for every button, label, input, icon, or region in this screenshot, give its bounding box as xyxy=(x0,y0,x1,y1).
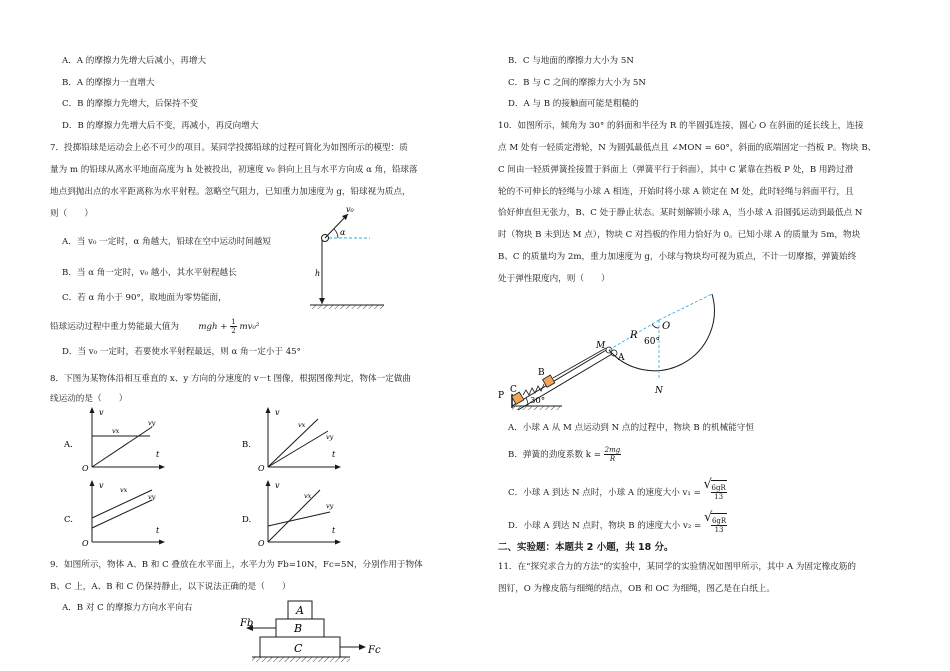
q8-stem-line-2: 线运动的是（ ） xyxy=(50,394,128,404)
q10-option-c-sqrt xyxy=(703,477,727,505)
q10-option-d-num: 6gR xyxy=(711,517,727,525)
q10-option-b-num: 2mg xyxy=(604,446,621,454)
q10-option-d-den: 13 xyxy=(714,526,724,534)
q6-option-c: C．B 的摩擦力先增大，后保持不变 xyxy=(62,99,198,109)
q8-graph-a xyxy=(62,405,172,473)
q8-d-axis-v: v xyxy=(275,481,280,490)
q7-height-arrow xyxy=(319,298,325,304)
q8-c-axis-v: v xyxy=(99,481,104,490)
q8-graph-a-label: A. xyxy=(64,440,73,450)
q6-option-b: B．A 的摩擦力一直增大 xyxy=(62,78,155,88)
q8-graph-d-label: D. xyxy=(242,515,252,525)
q11-line-2: 图钉，O 为橡皮筋与细绳的结点，OB 和 OC 为细绳，图乙是在白纸上。 xyxy=(498,584,775,594)
q7-option-c-frac-num: 1 xyxy=(231,318,236,326)
q8-a-vx-label: vx xyxy=(112,427,120,435)
sqrt-icon: √ xyxy=(703,510,713,525)
q9-stem-line-1: 9．如图所示，物体 A、B 和 C 叠放在水平面上，水平力为 Fb=10N，Fc=5N，分别作用于物体 xyxy=(50,560,423,570)
q10-option-d-sqrt xyxy=(703,510,727,538)
q8-b-vy-label: vy xyxy=(326,433,334,441)
q10-option-d xyxy=(508,510,727,537)
q8-d-vy-label: vy xyxy=(326,502,334,510)
q8-a-origin: O xyxy=(82,464,89,473)
q10-stem-line-7: B、C 的质量均为 2m，重力加速度为 g，小球与物块均可视为质点，不计一切摩擦，弹簧始终 xyxy=(498,252,857,262)
q9-label-a: A xyxy=(296,604,304,617)
q8-d-axis-t: t xyxy=(332,526,336,535)
q10-stem-line-5: 恰好伸直但无张力，B、C 处于静止状态。某时刻解锁小球 A，当小球 A 沿圆弧运动到最低点 N xyxy=(498,208,863,218)
q6-option-a: A．A 的摩擦力先增大后减小，再增大 xyxy=(62,56,207,66)
q8-graph-d xyxy=(240,478,350,548)
q8-c-vy-label: vy xyxy=(148,493,156,501)
q10-option-c-fraction xyxy=(711,484,727,501)
q10-option-c-text: C．小球 A 到达 N 点时，小球 A 的速度大小 v₁ = xyxy=(508,488,701,498)
q8-d-vx-label: vx xyxy=(304,492,312,500)
q10-option-c-den: 13 xyxy=(714,493,724,501)
q9-figure xyxy=(236,597,396,669)
q10-label-o: O xyxy=(662,321,671,332)
q9-label-b: B xyxy=(294,622,303,635)
q8-graph-b xyxy=(240,405,350,473)
q10-semicircle xyxy=(609,294,714,371)
q8-d-vy-line xyxy=(268,512,330,526)
q10-label-b: B xyxy=(538,368,545,378)
section-2-heading: 二、实验题：本题共 2 小题，共 18 分。 xyxy=(498,542,674,553)
q8-b-vy-line xyxy=(268,431,328,467)
q7-option-a: A．当 v₀ 一定时，α 角越大，铅球在空中运动时间越短 xyxy=(62,237,271,247)
q7-stem-line-4: 则（ ） xyxy=(50,209,93,219)
q8-b-axis-v: v xyxy=(275,408,280,417)
q9-label-fc: Fc xyxy=(368,645,381,656)
q10-stem-line-1: 10．如图所示，倾角为 30° 的斜面和半径为 R 的半圆弧连接，圆心 O 在斜面的延长线上，连接 xyxy=(498,121,864,131)
q8-graph-c-label: C. xyxy=(64,515,73,525)
q9-option-b: B．C 与地面的摩擦力大小为 5N xyxy=(508,56,634,66)
q7-angle-arc xyxy=(334,229,338,238)
q10-option-a: A．小球 A 从 M 点运动到 N 点的过程中，物块 B 的机械能守恒 xyxy=(508,423,754,433)
q7-label-v0: v₀ xyxy=(346,205,354,214)
q8-graph-b-label: B. xyxy=(242,440,251,450)
q8-c-axis-t: t xyxy=(156,526,160,535)
q9-stem-line-2: B、C 上，A、B 和 C 仍保持静止，以下说法正确的是（ ） xyxy=(50,582,291,592)
q11-line-1: 11．在“探究求合力的方法”的实验中，某同学的实验情况如图甲所示，其中 A 为固定橡皮筋的 xyxy=(498,562,856,572)
q8-b-axis-t: t xyxy=(332,450,336,459)
q9-option-d: D．A 与 B 的接触面可能是粗糙的 xyxy=(508,99,639,109)
q10-stem-line-3: C 间由一轻质弹簧拴接置于斜面上（弹簧平行于斜面），其中 C 紧靠在挡板 P 处，B 用跨过滑 xyxy=(498,165,854,175)
q7-label-h: h xyxy=(315,269,321,278)
q8-c-vx-label: vx xyxy=(120,486,128,494)
q7-option-d: D．当 v₀ 一定时，若要使水平射程最远，则 α 角一定小于 45° xyxy=(62,347,301,357)
q9-label-c: C xyxy=(294,642,303,655)
q10-label-p: P xyxy=(498,391,505,401)
q10-stem-line-2: 点 M 处有一轻质定滑轮，N 为圆弧最低点且 ∠MON = 60°，斜面的底端固定一挡板 P。物块 B、 xyxy=(498,143,877,153)
q7-option-c-expr-right: mv₀² xyxy=(239,322,260,332)
q10-label-m: M xyxy=(596,341,606,351)
q8-a-axis-v: v xyxy=(99,408,104,417)
q10-label-n: N xyxy=(655,386,663,396)
q10-option-b xyxy=(508,443,621,467)
q8-stem-line-1: 8．下图为某物体沿相互垂直的 x、y 方向的分速度的 v－t 图像，根据图像判定，物体一定做曲 xyxy=(50,374,411,384)
q8-a-vy-line xyxy=(92,427,152,467)
q8-b-origin: O xyxy=(258,464,265,473)
q10-label-angle: 60° xyxy=(644,337,660,347)
q7-option-c-line-2 xyxy=(50,318,259,335)
q10-incline-top xyxy=(512,349,608,406)
q7-stem-line-1: 7．投掷铅球是运动会上必不可少的项目。某同学投掷铅球的过程可简化为如图所示的模型：质 xyxy=(50,143,408,153)
q7-option-c-line-1: C．若 α 角小于 90°，取地面为零势能面， xyxy=(62,293,227,303)
q10-label-a: A xyxy=(618,353,625,363)
sqrt-icon: √ xyxy=(703,477,712,492)
q8-b-vx-label: vx xyxy=(298,421,306,429)
q6-option-d: D．B 的摩擦力先增大后不变，再减小，再反向增大 xyxy=(62,121,259,131)
q7-option-c-frac-den: 2 xyxy=(231,327,236,335)
q10-stem-line-8: 处于弹性限度内，则（ ） xyxy=(498,274,610,284)
q8-c-origin: O xyxy=(82,539,89,548)
q7-label-alpha: α xyxy=(340,228,346,237)
q9-label-fb: Fb xyxy=(240,618,254,629)
q10-label-c: C xyxy=(510,385,517,395)
q7-option-c-text: 铅球运动过程中重力势能最大值为 xyxy=(50,322,179,332)
q9-option-a: A．B 对 C 的摩擦力方向水平向右 xyxy=(62,603,193,613)
q8-b-vx-line xyxy=(268,419,318,467)
q10-option-b-text: B．弹簧的劲度系数 k = xyxy=(508,450,601,460)
q10-option-d-fraction xyxy=(711,517,727,534)
q7-figure xyxy=(300,202,390,314)
q10-stem-line-4: 轮的不可伸长的轻绳与小球 A 相连，开始时将小球 A 锁定在 M 处，此时轻绳与斜面平行，且 xyxy=(498,187,854,197)
q8-d-origin: O xyxy=(258,539,265,548)
q7-stem-line-2: 量为 m 的铅球从离水平地面高度为 h 处被投出，初速度 v₀ 斜向上且与水平方向成 α 角，铅球落 xyxy=(50,165,418,175)
q7-option-c-expr-left: mgh + xyxy=(198,322,228,332)
q8-a-axis-t: t xyxy=(156,450,160,459)
q10-option-b-fraction xyxy=(604,446,622,463)
q7-stem-line-3: 地点到抛出点的水平距离称为水平射程。忽略空气阻力，已知重力加速度为 g，铅球视为质点， xyxy=(50,187,411,197)
q10-option-d-text: D．小球 A 到达 N 点时，物块 B 的速度大小 v₂ = xyxy=(508,521,702,531)
q10-option-c-num: 6gR xyxy=(711,484,726,492)
q8-a-vy-label: vy xyxy=(148,419,156,427)
q9-option-c: C．B 与 C 之间的摩擦力大小为 5N xyxy=(508,78,646,88)
q8-graph-c xyxy=(62,478,172,548)
q10-extension-line xyxy=(659,294,712,320)
q10-option-c xyxy=(508,477,727,504)
q10-label-r: R xyxy=(630,330,638,341)
q10-figure xyxy=(492,282,732,412)
q7-option-c-fraction xyxy=(230,318,236,335)
q10-label-slope: 30° xyxy=(530,396,546,406)
q10-option-b-den: R xyxy=(609,455,616,463)
q10-stem-line-6: 时（物块 B 未到达 M 点），物块 C 对挡板的作用力恰好为 0。已知小球 A 的质量为 5m，物块 xyxy=(498,230,861,240)
q7-option-b: B．当 α 角一定时，v₀ 越小，其水平射程越长 xyxy=(62,268,237,278)
